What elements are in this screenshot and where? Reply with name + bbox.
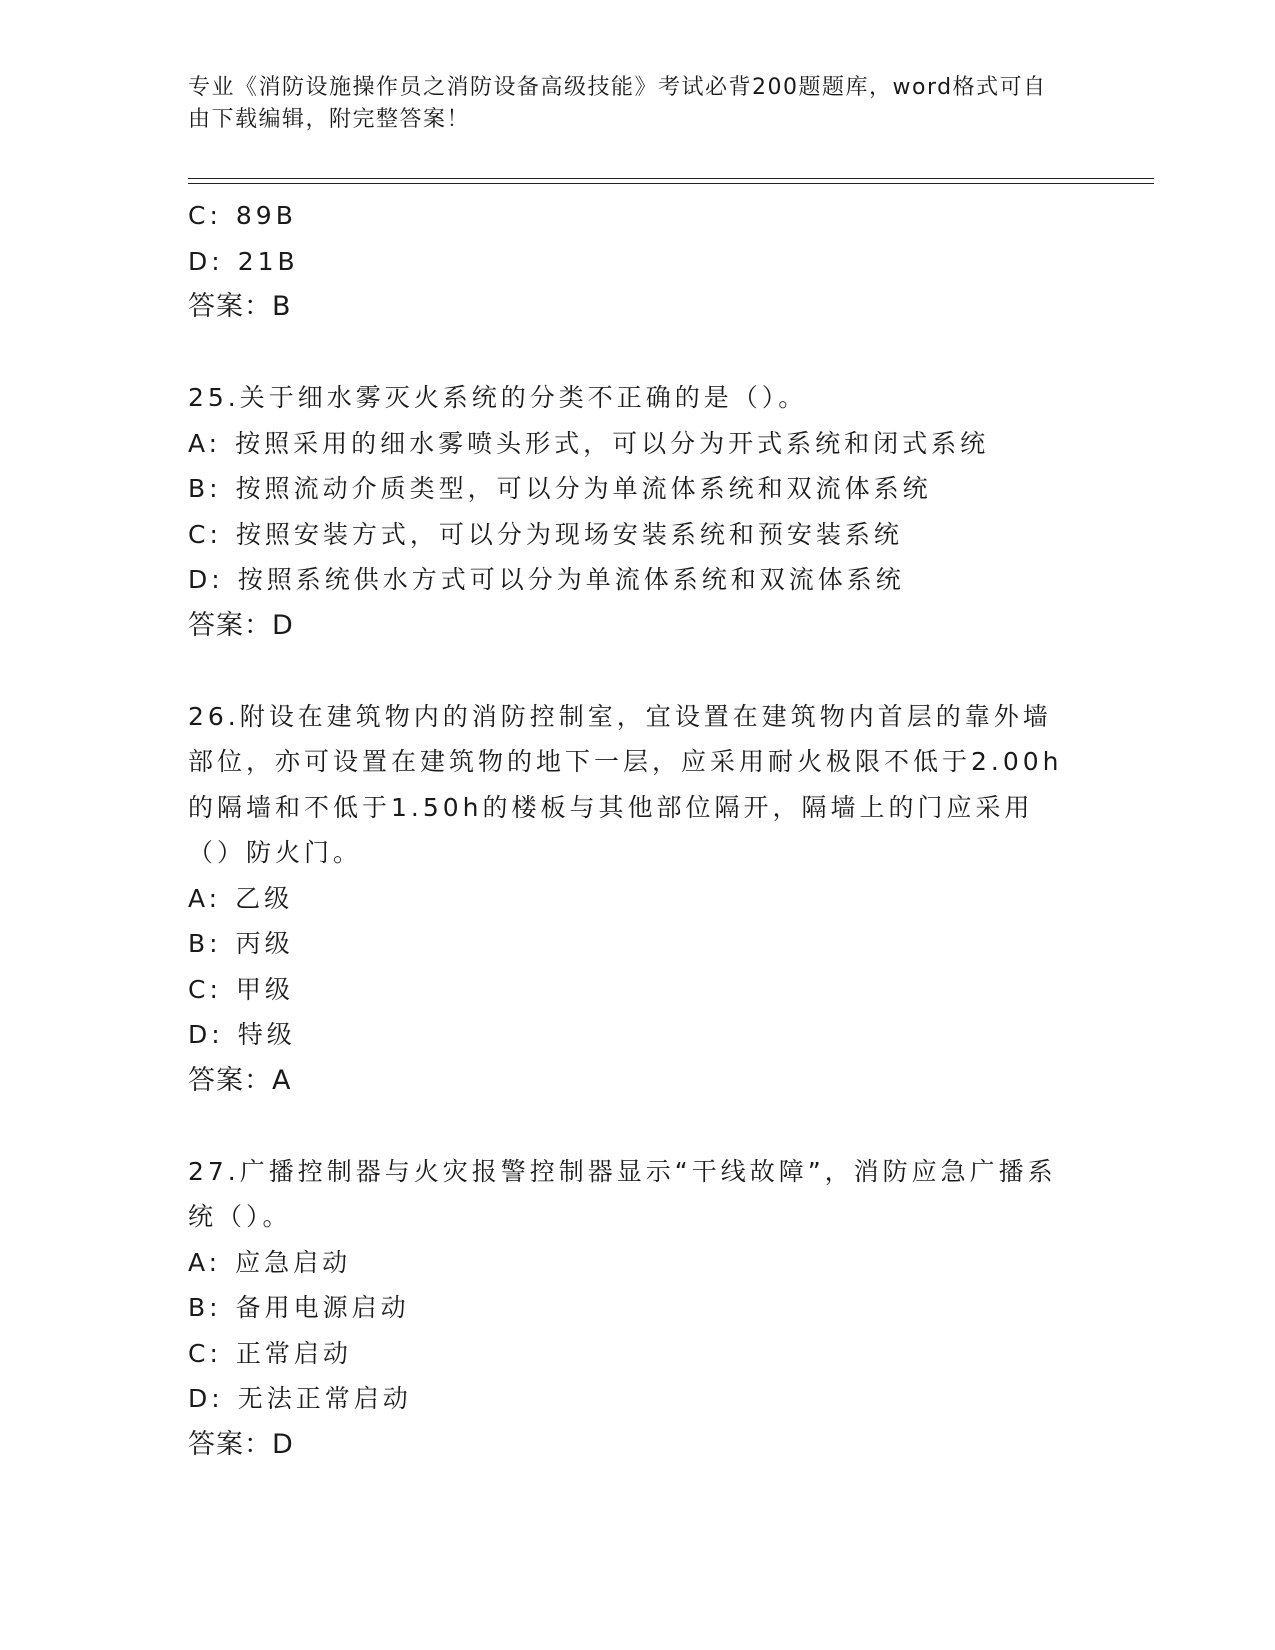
answer: 答案：D xyxy=(188,1428,294,1460)
answer: 答案：B xyxy=(188,291,292,322)
option-d: D: 21B xyxy=(188,246,299,276)
question-stem: 26.附设在建筑物内的消防控制室，宜设置在建筑物内首层的靠外墙部位，亦可设置在建筑物的地下一层，应采用耐火极限不低于2.00h的隔墙和不低于1.50h的楼板与其他部位隔开，隔墙上的门应采用（）防火门。 xyxy=(188,701,1063,867)
header-divider-top xyxy=(188,178,1154,179)
question-list xyxy=(188,193,1088,1513)
option-a: A: 乙级 xyxy=(188,883,294,913)
header-divider-bottom xyxy=(188,183,1154,184)
option-d: D: 特级 xyxy=(188,1020,296,1049)
page-header: 专业《消防设施操作员之消防设备高级技能》考试必背200题题库，word格式可自由下载编辑，附完整答案！ xyxy=(188,75,1047,132)
option-c: C: 甲级 xyxy=(188,974,294,1004)
option-d: D: 无法正常启动 xyxy=(188,1384,412,1413)
option-b: B: 丙级 xyxy=(188,929,294,958)
question-25 xyxy=(188,375,1088,648)
question-stem: 25.关于细水雾灭火系统的分类不正确的是（）。 xyxy=(188,383,808,412)
option-c: C: 按照安装方式，可以分为现场安装系统和预安装系统 xyxy=(188,519,903,549)
question-27 xyxy=(188,1149,1088,1468)
option-d: D: 按照系统供水方式可以分为单流体系统和双流体系统 xyxy=(188,565,905,594)
option-c: C: 89B xyxy=(188,201,297,230)
option-a: A: 按照采用的细水雾喷头形式，可以分为开式系统和闭式系统 xyxy=(188,428,990,458)
question-stem: 27.广播控制器与火灾报警控制器显示“干线故障”，消防应急广播系统（）。 xyxy=(188,1156,1057,1231)
answer: 答案：D xyxy=(188,609,294,641)
option-a: A: 应急启动 xyxy=(188,1247,352,1277)
option-c: C: 正常启动 xyxy=(188,1338,352,1368)
option-b: B: 按照流动介质类型，可以分为单流体系统和双流体系统 xyxy=(188,474,932,503)
prev-question-tail xyxy=(188,193,1088,330)
question-26 xyxy=(188,694,1088,1104)
option-b: B: 备用电源启动 xyxy=(188,1293,410,1322)
answer: 答案：A xyxy=(188,1064,292,1096)
